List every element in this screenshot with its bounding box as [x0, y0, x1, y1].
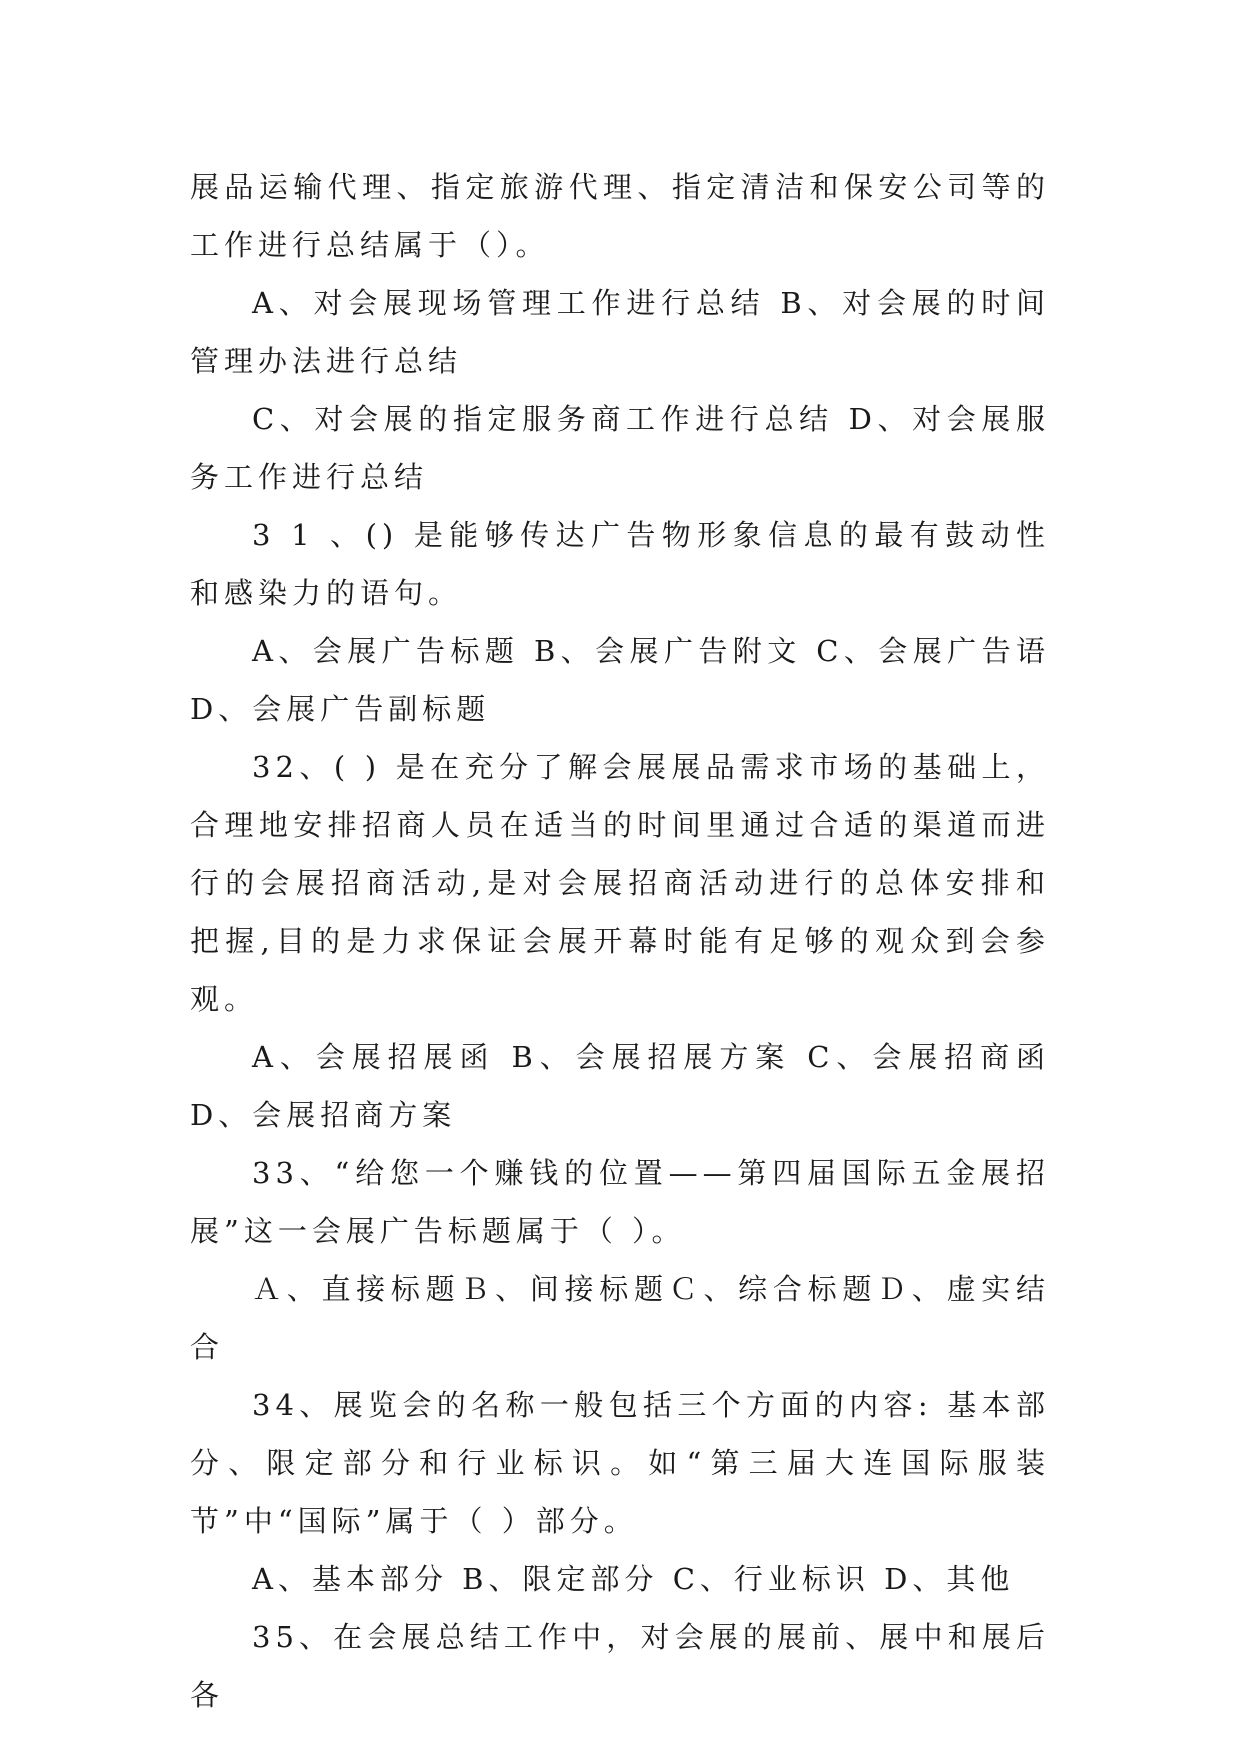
paragraph-q30-options-cd: C、对会展的指定服务商工作进行总结 D、对会展服务工作进行总结 — [190, 402, 1050, 494]
paragraph-q34-options: A、基本部分 B、限定部分 C、行业标识 D、其他 — [252, 1562, 1015, 1596]
paragraph-q30-stem-end: 展品运输代理、指定旅游代理、指定清洁和保安公司等的工作进行总结属于（）。 — [190, 170, 1050, 262]
paragraph-q31-stem: 3 1 、() 是能够传达广告物形象信息的最有鼓动性和感染力的语句。 — [190, 518, 1050, 610]
paragraph-q32-options: A、会展招展函 B、会展招展方案 C、会展招商函 D、会展招商方案 — [190, 1040, 1050, 1132]
document-page — [190, 158, 1050, 1724]
paragraph-q33-stem: 33、“给您一个赚钱的位置——第四届国际五金展招展”这一会展广告标题属于（ ）。 — [190, 1156, 1050, 1248]
paragraph-q33-options: Ａ、直接标题Ｂ、间接标题Ｃ、综合标题Ｄ、虚实结合 — [190, 1272, 1050, 1364]
paragraph-q30-options-ab: A、对会展现场管理工作进行总结 B、对会展的时间管理办法进行总结 — [190, 286, 1050, 378]
paragraph-q32-stem: 32、( ) 是在充分了解会展展品需求市场的基础上，合理地安排招商人员在适当的时间里通过合适的渠道而进行的会展招商活动,是对会展招商活动进行的总体安排和把握,目的是力求保证会展开幕时能有足够的观众到会参观。 — [190, 750, 1050, 1016]
paragraph-q34-stem: 34、展览会的名称一般包括三个方面的内容: 基本部分、限定部分和行业标识。如“第三届大连国际服装节”中“国际”属于（ ）部分。 — [190, 1388, 1050, 1538]
paragraph-q35-stem-start: 35、在会展总结工作中，对会展的展前、展中和展后各 — [190, 1620, 1050, 1712]
paragraph-q31-options: A、会展广告标题 B、会展广告附文 C、会展广告语 D、会展广告副标题 — [190, 634, 1050, 726]
